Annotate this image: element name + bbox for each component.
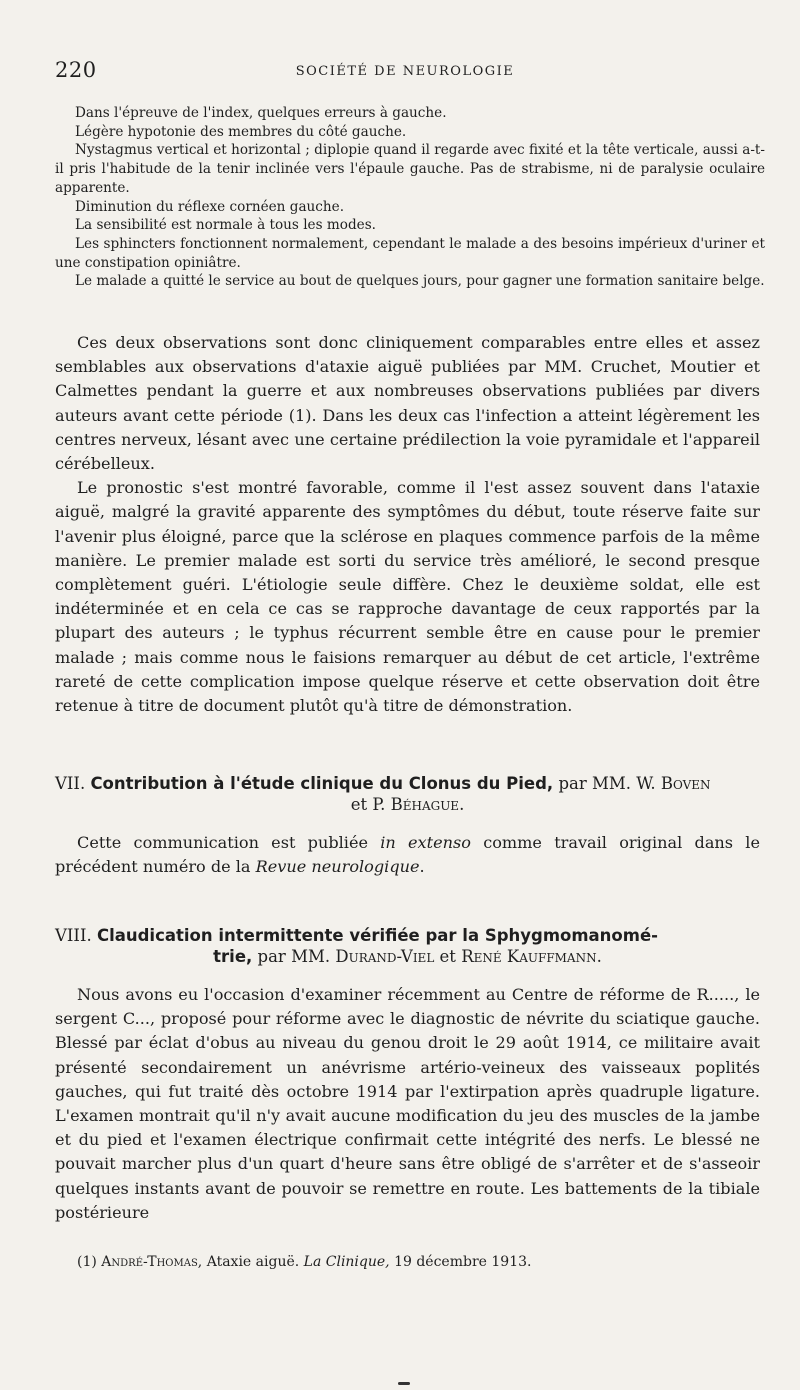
footnote	[55, 1252, 760, 1272]
section-viii-text	[55, 983, 760, 1225]
section-title: Claudication intermittente vérifiée par la Sphygmomanomé-	[96, 926, 659, 945]
section-author: Durand-Viel	[335, 947, 435, 966]
section-and: et	[350, 795, 368, 814]
observation-paragraph: La sensibilité est normale à tous les modes.	[75, 217, 377, 234]
section-by: par MM.	[558, 774, 632, 793]
print-mark	[398, 1382, 410, 1385]
section-vii-text	[55, 831, 760, 879]
discussion	[55, 331, 760, 718]
section-author: W. Boven	[636, 774, 711, 793]
footnote-text: Ataxie aiguë.	[206, 1254, 300, 1270]
section-title-continued: trie,	[213, 947, 253, 966]
observation-paragraph: Le malade a quitté le service au bout de quelques jours, pour gagner une formation sanitaire belge.	[75, 273, 765, 290]
observation-end	[55, 104, 765, 291]
observation-paragraph: Les sphincters fonctionnent normalement, cependant le malade a des besoins impérieux d'uriner et une constipation opiniâtre.	[55, 235, 765, 271]
observation-paragraph: Nystagmus vertical et horizontal ; diplopie quand il regarde avec fixité et la tête verticale, aussi a-t-il pris l'habitude de la tenir inclinée vers l'épaule gauche. Pas de strabisme, ni de paralysie oculaire apparente.	[55, 142, 765, 196]
section-number: VIII.	[55, 926, 92, 945]
footnote-author: André-Thomas,	[101, 1254, 203, 1270]
section-vii-paragraph: Cette communication est publiée in extenso comme travail original dans le précédent numéro de la Revue neurologique.	[55, 833, 760, 877]
page-number: 220	[55, 58, 97, 82]
observation-paragraph: Diminution du réflexe cornéen gauche.	[75, 198, 345, 215]
page-header	[55, 58, 755, 86]
running-title: SOCIÉTÉ DE NEUROLOGIE	[295, 64, 515, 79]
footnote-journal: La Clinique,	[303, 1254, 390, 1270]
observation-paragraph: Dans l'épreuve de l'index, quelques erreurs à gauche.	[75, 105, 447, 121]
section-author: P. Béhague.	[372, 795, 465, 814]
observation-paragraph: Légère hypotonie des membres du côté gauche.	[75, 123, 407, 140]
footnote-marker: (1)	[77, 1254, 97, 1270]
discussion-paragraph: Ces deux observations sont donc cliniquement comparables entre elles et assez semblables aux observations d'ataxie aiguë publiées par MM. Cruchet, Moutier et Calmettes pendant la guerre et aux nombreuses observations publiées par divers auteurs avant cette période (1). Dans les deux cas l'infection a atteint légèrement les centres nerveux, lésant avec une certaine prédilection la voie pyramidale et l'appareil cérébelleux.	[55, 333, 760, 474]
section-title: Contribution à l'étude clinique du Clonus du Pied,	[90, 774, 554, 793]
section-and: et	[439, 947, 456, 966]
discussion-paragraph: Le pronostic s'est montré favorable, comme il l'est assez souvent dans l'ataxie aiguë, malgré la gravité apparente des symptômes du début, toute réserve faite sur l'avenir plus éloigné, parce que la sclérose en plaques commence parfois de la même manière. Le premier malade est sorti du service très amélioré, le second presque complètement guéri. L'étiologie seule diffère. Chez le deuxième soldat, elle est indéterminée et en cela ce cas se rapproche davantage de ceux rapportés par la plupart des auteurs ; le typhus récurrent semble être en cause pour le premier malade ; mais comme nous le faisions remarquer au début de cet article, l'extrême rareté de cette complication impose quelque réserve et cette observation doit être retenue à titre de document plutôt qu'à titre de démonstration.	[55, 478, 760, 716]
section-author: René Kauffmann.	[461, 947, 602, 966]
section-vii-heading	[55, 773, 760, 815]
section-viii-heading	[55, 925, 760, 967]
footnote-date: 19 décembre 1913.	[394, 1254, 532, 1270]
section-viii-paragraph: Nous avons eu l'occasion d'examiner récemment au Centre de réforme de R....., le sergent C..., proposé pour réforme avec le diagnostic de névrite du sciatique gauche. Blessé par éclat d'obus au niveau du genou droit le 29 août 1914, ce militaire avait présenté secondairement un anévrisme artério-veineux des vaisseaux poplités gauches, qui fut traité dès octobre 1914 par l'extirpation après quadruple ligature. L'examen montrait qu'il n'y avait aucune modification du jeu des muscles de la jambe et du pied et l'examen électrique confirmait cette intégrité des nerfs. Le blessé ne pouvait marcher plus d'un quart d'heure sans être obligé de s'arrêter et de s'asseoir quelques instants avant de pouvoir se remettre en route. Les battements de la tibiale postérieure	[55, 985, 760, 1222]
section-by: par MM.	[257, 947, 331, 966]
section-number: VII.	[55, 774, 86, 793]
